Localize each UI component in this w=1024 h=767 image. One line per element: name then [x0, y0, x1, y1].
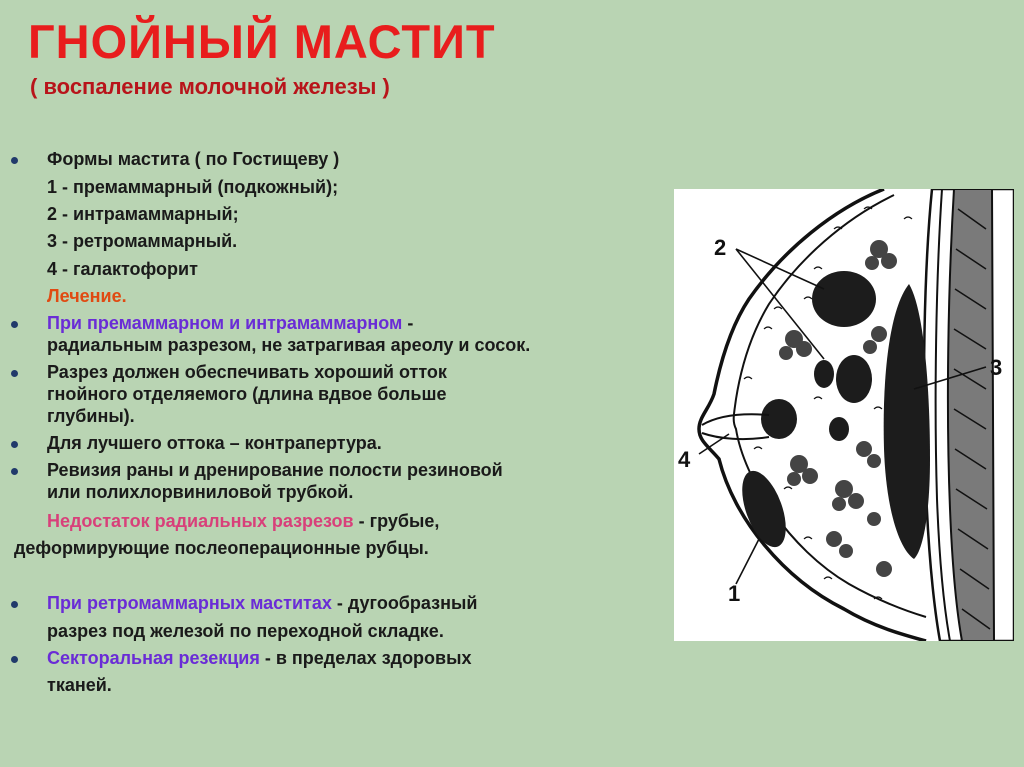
diagram-svg — [674, 189, 1014, 641]
sectoral-text — [47, 647, 472, 669]
intramammary-abscess-small — [814, 360, 834, 388]
bullet-icon — [11, 157, 18, 164]
drainage-line1: Ревизия раны и дренирование полости резиновой — [47, 460, 503, 480]
intramammary-abscess-large — [812, 271, 876, 327]
premammary-dash: - — [402, 313, 414, 333]
diagram-label-4: 4 — [678, 447, 691, 472]
slide-subtitle: ( воспаление молочной железы ) — [30, 74, 390, 99]
sectoral-highlight: Секторальная резекция — [47, 648, 260, 668]
drawback-text — [47, 510, 439, 532]
bullet-icon — [11, 321, 18, 328]
incision-line1: Разрез должен обеспечивать хороший отток — [47, 362, 447, 382]
sectoral-line2: тканей. — [47, 675, 112, 695]
premammary-line2: радиальным разрезом, не затрагивая ареолу и сосок. — [47, 335, 531, 355]
bullet-icon — [11, 370, 18, 377]
bullet-icon — [11, 656, 18, 663]
drainage-line2: или полихлорвиниловой трубкой. — [47, 482, 354, 502]
form-item-3: 3 - ретромаммарный. — [47, 231, 238, 251]
bullet-icon — [11, 441, 18, 448]
incision-line2: гнойного отделяемого (длина вдвое больше — [47, 384, 447, 404]
slide-title: ГНОЙНЫЙ МАСТИТ — [28, 15, 496, 68]
treatment-label: Лечение. — [47, 286, 127, 306]
retromammary-line2: разрез под железой по переходной складке. — [47, 621, 444, 641]
intramammary-abscess — [836, 355, 872, 403]
forms-heading: Формы мастита ( по Гостищеву ) — [47, 149, 340, 169]
pectoral-muscle — [948, 189, 994, 641]
diagram-label-1: 1 — [728, 581, 741, 606]
bullet-icon — [11, 601, 18, 608]
form-item-4: 4 - галактофорит — [47, 259, 198, 279]
incision-line3: глубины). — [47, 406, 135, 426]
counteraperture-text: Для лучшего оттока – контрапертура. — [47, 433, 382, 453]
premammary-text — [47, 312, 413, 334]
form-item-1: 1 - премаммарный (подкожный); — [47, 177, 339, 197]
drawback-rest: - грубые, — [353, 511, 440, 531]
diagram-label-2: 2 — [714, 235, 727, 260]
abscess-focus — [829, 417, 849, 441]
diagram-label-3: 3 — [990, 355, 1003, 380]
form-item-2: 2 - интрамаммарный; — [47, 204, 239, 224]
retromammary-rest: - дугообразный — [331, 593, 478, 613]
drawback-highlight: Недостаток радиальных разрезов — [47, 511, 354, 531]
sectoral-rest: - в пределах здоровых — [259, 648, 472, 668]
retromammary-text — [47, 592, 477, 614]
premammary-highlight: При премаммарном и интрамаммарном — [47, 313, 403, 333]
retromammary-highlight: При ретромаммарных маститах — [47, 593, 332, 613]
galactophoritis-focus — [761, 399, 797, 439]
bullet-icon — [11, 468, 18, 475]
breast-cross-section-diagram — [674, 189, 1014, 641]
drawback-line2: деформирующие послеоперационные рубцы. — [14, 538, 429, 558]
